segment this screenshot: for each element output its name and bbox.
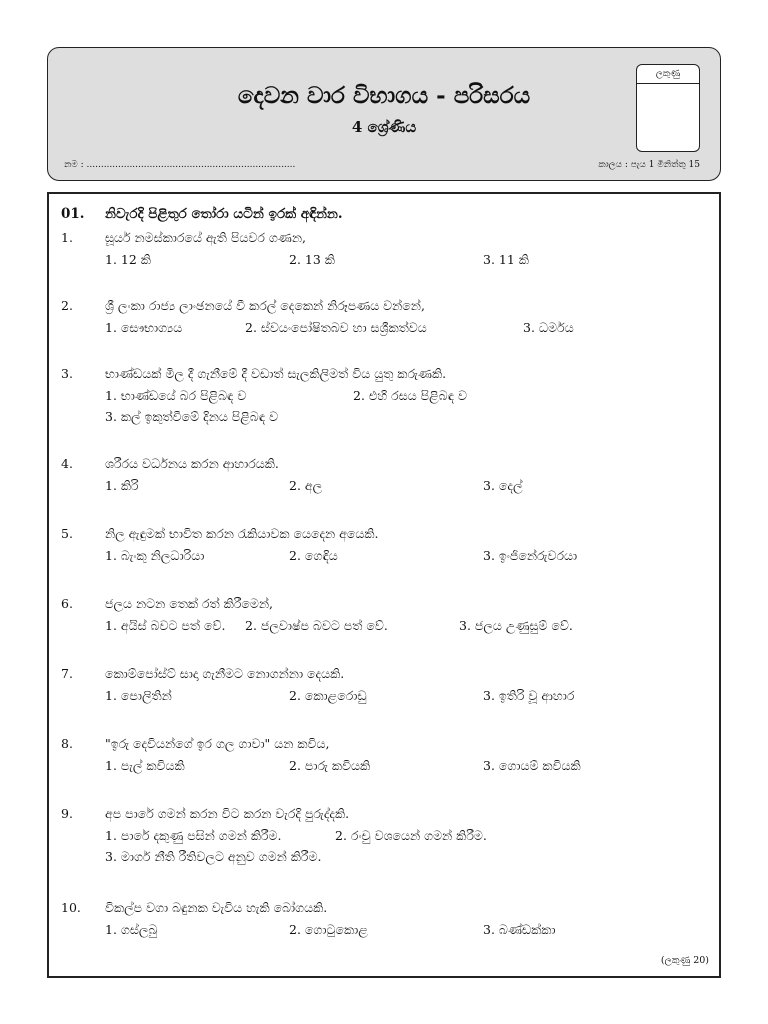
question-text: නිල ඇඳුමක් භාවිත කරන රැකියාවක යෙදෙන අයෙකි.: [105, 526, 379, 541]
question-number: 6.: [61, 596, 73, 611]
answer-option[interactable]: 1. කිරි: [105, 478, 139, 493]
answer-option[interactable]: 3. මාර්ග නීති රීතිවලට අනුව ගමන් කිරීම.: [105, 849, 322, 864]
answer-option[interactable]: 1. ගස්ලබු: [105, 922, 158, 937]
question-number: 7.: [61, 666, 73, 681]
answer-option[interactable]: 2. ජලවාෂ්ප බවට පත් වේ.: [245, 618, 388, 633]
question-number: 4.: [61, 456, 73, 471]
question-number: 5.: [61, 526, 73, 541]
question-text: කොම්පෝස්ට් සාදා ගැනීමට නොගන්නා දෙයකි.: [105, 666, 345, 681]
answer-option[interactable]: 1. බැංකු නිලධාරියා: [105, 548, 205, 563]
question-text: "ඉරු දෙවියන්ගේ ඉර ගල ගාවා" යන කවිය,: [105, 736, 330, 751]
answer-option[interactable]: 2. පාරු කවියකි: [289, 758, 371, 773]
question-number: 10.: [61, 900, 81, 915]
answer-option[interactable]: 3. 11 කි: [483, 252, 529, 267]
question-number: 8.: [61, 736, 73, 751]
answer-option[interactable]: 1. පැල් කවියකි: [105, 758, 185, 773]
answer-option[interactable]: 2. ගෙඳිය: [289, 548, 338, 563]
exam-title: දෙවන වාර විභාගය - පරිසරය: [237, 82, 531, 109]
answer-option[interactable]: 2. කොළරොඩු: [289, 688, 367, 703]
answer-option[interactable]: 2. 13 කි: [289, 252, 335, 267]
answer-option[interactable]: 1. සෞභාග්‍යය: [105, 320, 183, 335]
question-number: 1.: [61, 230, 73, 245]
answer-option[interactable]: 3. ඉංජිනේරුවරයා: [483, 548, 578, 563]
answer-option[interactable]: 1. 12 කි: [105, 252, 151, 267]
answer-option[interactable]: 2. ගොටුකොළ: [289, 922, 368, 937]
marks-label: ලකුණු: [636, 64, 700, 84]
answer-option[interactable]: 2. ස්වයංපෝෂිතබව හා සශ්‍රීකත්වය: [245, 320, 427, 335]
answer-option[interactable]: 3. ජලය උණුසුම් වේ.: [459, 618, 573, 633]
answer-option[interactable]: 3. කල් ඉකුත්වීමේ දිනය පිළිබඳ ව: [105, 409, 279, 424]
name-field: නම : .........................................................................: [64, 160, 296, 170]
grade-label: 4 ශ්‍රේණිය: [351, 118, 417, 136]
question-section: [47, 192, 721, 978]
section-number: 01.: [61, 206, 85, 222]
exam-header: [47, 47, 721, 181]
answer-option[interactable]: 1. පොලිතින්: [105, 688, 172, 703]
question-number: 9.: [61, 806, 73, 821]
question-text: ශරීරය වර්ධනය කරන ආහාරයකි.: [105, 456, 279, 471]
answer-option[interactable]: 1. අයිස් බවට පත් වේ.: [105, 618, 226, 633]
total-marks: (ලකුණු 20): [660, 955, 709, 966]
question-text: ජලය නටන තෙක් රත් කිරීමෙන්,: [105, 596, 274, 611]
answer-option[interactable]: 2. රංචු වශයෙන් ගමන් කිරීම.: [335, 828, 487, 843]
question-number: 3.: [61, 366, 73, 381]
question-number: 2.: [61, 298, 73, 313]
answer-option[interactable]: 3. ගොයම් කවියකි: [483, 758, 581, 773]
answer-option[interactable]: 2. අල: [289, 478, 323, 493]
answer-option[interactable]: 3. ධර්මය: [523, 320, 574, 335]
question-text: විකල්ප වගා බඳුනක වැවිය හැකි බෝගයකි.: [105, 900, 328, 915]
question-text: අප පාරේ ගමන් කරන විට කරන වැරදි පුරුද්දකි.: [105, 806, 350, 821]
time-label: කාලය : පැය 1 මිනිත්තු 15: [598, 160, 700, 170]
section-instruction: නිවැරදි පිළිතුර තෝරා යටින් ඉරක් අඳින්න.: [105, 206, 343, 222]
answer-option[interactable]: 1. භාණ්ඩයේ බර පිළිබඳ ව: [105, 388, 247, 403]
question-text: ශ්‍රී ලංකා රාජ්‍ය ලාංඡනයේ වී කරල් දෙකෙන් නිරූපණය වන්නේ,: [105, 298, 425, 313]
section-heading: [61, 206, 343, 222]
answer-option[interactable]: 1. පාරේ දකුණු පසින් ගමන් කිරීම.: [105, 828, 282, 843]
answer-option[interactable]: 3. ඉතිරි වූ ආහාර: [483, 688, 575, 703]
answer-option[interactable]: 3. දෙල්: [483, 478, 523, 493]
question-text: සූර්ය නමස්කාරයේ ඇති පියවර ගණන,: [105, 230, 306, 245]
question-text: භාණ්ඩයක් මිල දී ගැනීමේ දී වඩාත් සැලකිලිමත් විය යුතු කරුණකි.: [105, 366, 447, 381]
answer-option[interactable]: 3. බණ්ඩක්කා: [483, 922, 556, 937]
answer-option[interactable]: 2. එහි රසය පිළිබඳ ව: [353, 388, 467, 403]
